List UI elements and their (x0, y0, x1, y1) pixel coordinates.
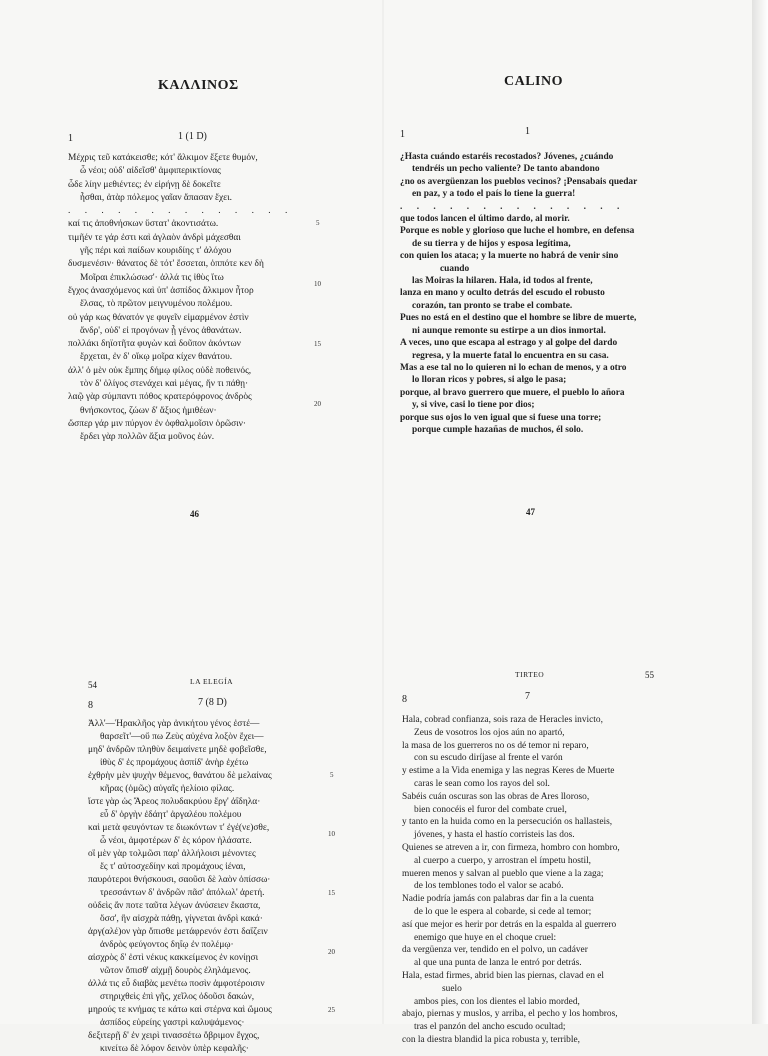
text-line: Porque es noble y glorioso que luche el hombre, en defensa (400, 226, 635, 237)
text-line: Ἀλλ'—Ἡρακλῆος γὰρ ἀνικήτου γένος ἐστέ— (88, 719, 260, 729)
text-line: tendréis un pecho valiente? De tanto abandono (412, 164, 600, 175)
text-line: de los temblones todo el valor se acabó. (414, 881, 564, 892)
text-line: ¿no os avergüenzan los pueblos vecinos? ¡Pensabais quedar (400, 176, 638, 187)
text-line: ὅσσ', ἢν αἰσχρὰ πάθῃ, γίγνεται ἀνδρὶ κακά· (100, 914, 263, 924)
text-line: πολλάκι δηϊοτῆτα φυγὼν καὶ δοῦπον ἀκόντων (68, 339, 241, 350)
section-number: 1 (400, 129, 405, 140)
text-line: ¿Hasta cuándo estaréis recostados? Jóvenes, ¿cuándo (400, 152, 614, 162)
line-number: 20 (328, 948, 335, 956)
text-line: στηριχθεὶς ἐπὶ γῆς, χεῖλος ὀδοῦσι δακών, (100, 992, 255, 1002)
text-line: al que una punta de lanza le entró por detrás. (414, 958, 582, 969)
line-number: 10 (314, 280, 321, 288)
text-line: Mas a ese tal no lo quieren ni lo echan de menos, y a otro (400, 362, 627, 373)
text-line: abajo, piernas y muslos, y arriba, el pecho y los hombros, (402, 1009, 618, 1020)
text-line: ἔς τ' αὐτοσχεδίην καὶ προμάχους ἰέναι, (100, 862, 246, 872)
section-heading: 1 (1 D) (178, 131, 207, 142)
page-number: 54 (88, 680, 97, 690)
text-line: ἧσθαι, ἀτὰρ πόλεμος γαῖαν ἅπασαν ἔχει. (80, 192, 232, 203)
text-line: las Moiras la hilaren. Hala, id todos al frente, (412, 276, 593, 287)
text-line: con la diestra blandid la pica robusta y, terrible, (402, 1034, 580, 1045)
running-head: LA ELEGÍA (190, 677, 234, 686)
spanish-text-lines (400, 151, 637, 436)
text-line: así que mejor es herir por detrás en la espalda al guerrero (402, 919, 617, 930)
text-line: y tanto en la huida como en la persecución os hallasteis, (402, 817, 613, 828)
text-line: cuando (440, 263, 470, 274)
text-line: Quienes se atreven a ir, con firmeza, hombro con hombro, (402, 842, 620, 853)
line-number: 5 (330, 771, 334, 779)
text-line: ὥσπερ γάρ μιν πύργον ἐν ὀφθαλμοῖσιν ὁρῶσιν· (68, 418, 247, 429)
text-line: ἀλλά τις εὖ διαβὰς μενέτω ποσὶν ἀμφοτέροισιν (88, 979, 265, 989)
line-number: 5 (316, 219, 320, 227)
text-line: νῶτον ὄπισθ' αἰχμῇ δουρὸς ἐληλάμενος. (100, 966, 251, 976)
text-line: κινείτω δὲ λόφον δεινὸν ὑπὲρ κεφαλῆς· (100, 1044, 249, 1054)
text-line: λαῷ γὰρ σύμπαντι πόθος κρατερόφρονος ἀνδρὸς (68, 392, 252, 403)
text-line: εὖ δ' ὀργὴν ἐδάητ' ἀργαλέου πολέμου (100, 810, 242, 820)
page-title-spanish: CALINO (504, 74, 564, 89)
text-line: καὶ μετὰ φευγόντων τε διωκόντων τ' ἐγέ(νε)σθε, (88, 823, 270, 833)
text-line: de lo que le espera al cobarde, si cede al temor; (414, 906, 592, 917)
text-line: corazón, tan pronto se trabe el combate. (412, 300, 573, 311)
section-number: 1 (68, 133, 73, 144)
text-line: en paz, y a todo el país lo tiene la guerra! (412, 189, 576, 200)
section-number: 8 (402, 694, 407, 705)
section-heading: 1 (525, 126, 530, 137)
line-number: 15 (328, 889, 335, 897)
text-line: τὸν δ' ὀλίγος στενάχει καὶ μέγας, ἤν τι πάθῃ· (80, 379, 249, 390)
text-line: ὦ νέοι; οὐδ' αἰδεῖσθ' ἀμφιπερικτίονας (80, 166, 221, 177)
text-line: δεξιτερῇ δ' ἐν χειρὶ τινασσέτω ὄβριμον ἔγχος, (88, 1031, 260, 1041)
text-line: ἄνδρ', οὐδ' εἰ προγόνων ᾖ γένος ἀθανάτων. (80, 325, 242, 336)
text-line: Hala, cobrad confianza, sois raza de Heracles invicto, (402, 715, 603, 725)
text-line: ὧδε λίην μεθιέντες; ἐν εἰρήνῃ δὲ δοκεῖτε (68, 179, 221, 190)
page-title-greek: ΚΑΛΛΙΝΟΣ (158, 78, 239, 93)
text-line: Hala, estad firmes, abrid bien las piernas, clavad en el (402, 970, 605, 981)
text-line: porque sus ojos lo ven igual que si fuese una torre; (400, 412, 602, 423)
text-line: Sabéis cuán oscuras son las obras de Ares lloroso, (402, 791, 590, 802)
text-line: ambos pies, con los dientes el labio morded, (414, 996, 580, 1007)
text-line: tras el panzón del ancho escudo ocultad; (414, 1022, 566, 1033)
text-line: porque, al bravo guerrero que muere, el pueblo lo añora (400, 387, 625, 398)
text-line: que todos lancen el último dardo, al morir. (400, 214, 570, 225)
text-line: θαρσεῖτ'—οὔ πω Ζεὺς αὐχένα λοξὸν ἔχει— (100, 732, 264, 742)
text-line: οὐ γάρ κως θάνατόν γε φυγεῖν εἱμαρμένον ἐστὶν (68, 312, 249, 323)
text-line: Nadie podría jamás con palabras dar fin a la cuenta (402, 894, 594, 905)
text-line: suelo (442, 983, 462, 994)
text-line: Μέχρις τεῦ κατάκεισθε; κότ' ἄλκιμον ἕξετε θυμόν, (68, 153, 258, 163)
text-line: . . . . . . . . . . . . . . (400, 201, 626, 212)
text-line: y, si vive, casi lo tiene por dios; (412, 400, 535, 411)
text-line: lanza en mano y oculto detrás del escudo el robusto (400, 288, 605, 299)
running-head: TIRTEO (515, 670, 545, 679)
text-line: A veces, uno que escapa al estrago y al golpe del dardo (400, 338, 618, 349)
text-line: ἀσπίδος εὐρείης γαστρὶ καλυψάμενος· (100, 1018, 245, 1028)
text-line: ἔλσας, τὸ πρῶτον μειγνυμένου πολέμου. (80, 299, 233, 310)
text-line: ἔρχεται, ἐν δ' οἴκῳ μοῖρα κίχεν θανάτου. (80, 352, 233, 363)
text-line: ὦ νέοι, ἀμφοτέρων δ' ἐς κόρον ἠλάσατε. (100, 836, 252, 846)
text-line: δυσμενέσιν· θάνατος δὲ τότ' ἔσσεται, ὁππότε κεν δὴ (68, 259, 264, 270)
line-number: 25 (328, 1006, 335, 1014)
text-line: θνήσκοντος, ζώων δ' ἄξιος ἡμιθέων· (80, 405, 217, 416)
page-number: 47 (526, 507, 535, 517)
text-line: mueren menos y salvan al pueblo que viene a la zaga; (402, 868, 604, 879)
text-line: Zeus de vosotros los ojos aún no apartó, (414, 727, 565, 738)
text-line: αἰσχρὸς δ' ἐστὶ νέκυς κακκείμενος ἐν κονίῃσι (88, 953, 259, 963)
greek-text-lines (68, 152, 293, 445)
text-line: ἀνδρὸς φεύγοντος δηΐῳ ἐν πολέμῳ· (100, 940, 234, 950)
text-line: ἴστε γὰρ ὡς Ἄρεος πολυδακρύου ἔργ' ἀΐδηλα· (88, 797, 261, 807)
text-line: Pues no está en el destino que el hombre se libre de muerte, (400, 313, 637, 324)
text-line: τιμῆέν τε γάρ ἐστι καὶ ἀγλαὸν ἀνδρὶ μάχεσθαι (68, 232, 241, 243)
text-line: lo lloran ricos y pobres, si algo le pasa; (412, 375, 567, 386)
text-line: con quien los ataca; y la muerte no habrá de venir sino (400, 251, 619, 262)
section-number: 8 (88, 700, 93, 711)
text-line: παυρότεροι θνήσκουσι, σαοῦσι δὲ λαὸν ὀπίσσω· (88, 875, 271, 885)
text-line: καί τις ἀποθνήσκων ὕστατ' ἀκοντισάτω. (68, 219, 219, 230)
text-line: ἀλλ' ὁ μὲν οὐκ ἔμπης δήμῳ φίλος οὐδὲ ποθεινός, (68, 365, 252, 376)
text-line: ἀργ(αλέ)ον γὰρ ὄπισθε μετάφρενόν ἐστι δαΐζειν (88, 927, 268, 937)
page-fold (382, 0, 384, 1024)
section-heading: 7 (525, 691, 530, 702)
text-line: γῆς πέρι καὶ παίδων κουριδίης τ' ἀλόχου (80, 246, 232, 257)
text-line: ἔρδει γὰρ πολλῶν ἄξια μοῦνος ἐών. (80, 432, 215, 443)
text-line: τρεσσάντων δ' ἀνδρῶν πᾶσ' ἀπόλωλ' ἀρετή. (100, 888, 265, 898)
text-line: ἔγχος ἀνασχόμενος καὶ ὑπ' ἀσπίδος ἄλκιμον ἦτορ (68, 285, 254, 296)
section-heading: 7 (8 D) (198, 697, 227, 708)
text-line: κῆρας (ὁμῶς) αὐγαῖς ἠελίοιο φίλας. (100, 784, 235, 794)
greek-text-lines (88, 718, 272, 1056)
text-line: da vergüenza ver, tendido en el polvo, un cadáver (402, 945, 588, 956)
text-line: porque cumple hazañas de muchos, él solo. (412, 424, 584, 435)
text-line: la masa de los guerreros no os dé temor ni reparo, (402, 740, 589, 751)
page-edge (752, 0, 768, 1024)
text-line: jóvenes, y hasta el hastío corristeis las dos. (414, 830, 575, 841)
text-line: ni aunque remonte su estirpe a un dios inmortal. (412, 325, 606, 336)
line-number: 15 (314, 340, 321, 348)
text-line: . . . . . . . . . . . . . . (68, 206, 294, 217)
page-number: 46 (190, 509, 199, 519)
spanish-text-lines (402, 714, 620, 1047)
text-line: caras le sean como los rayos del sol. (414, 778, 550, 789)
text-line: οἳ μὲν γὰρ τολμῶσι παρ' ἀλλήλοισι μένοντες (88, 849, 256, 859)
text-line: enemigo que huye en el choque cruel: (414, 932, 557, 943)
page-number: 55 (645, 670, 654, 680)
text-line: de su tierra y de hijos y esposa legítima, (412, 238, 571, 249)
text-line: con su escudo diríjase al frente el varón (414, 753, 563, 764)
text-line: οὐδεὶς ἄν ποτε ταῦτα λέγων ἀνύσειεν ἕκαστα, (88, 901, 261, 911)
line-number: 20 (314, 400, 321, 408)
text-line: bien conocéis el furor del combate cruel, (414, 804, 567, 815)
text-line: μηδ' ἀνδρῶν πληθὺν δειμαίνετε μηδὲ φοβεῖσθε, (88, 745, 267, 755)
line-number: 10 (328, 830, 335, 838)
text-line: y estime a la Vida enemiga y las negras Keres de Muerte (402, 766, 615, 777)
text-line: Μοῖραι ἐπικλώσωσ'· ἀλλά τις ἰθὺς ἴτω (80, 272, 224, 283)
text-line: μηρούς τε κνήμας τε κάτω καὶ στέρνα καὶ ὤμους (88, 1005, 272, 1015)
text-line: ἐχθρὴν μὲν ψυχὴν θέμενος, θανάτου δὲ μελαίνας (88, 771, 272, 781)
text-line: al cuerpo a cuerpo, y arrostran el ímpetu hostil, (414, 855, 592, 866)
text-line: ἰθὺς δ' ἐς προμάχους ἀσπίδ' ἀνὴρ ἐχέτω (100, 758, 249, 768)
text-line: regresa, y la muerte fatal lo encuentra en su casa. (412, 350, 609, 361)
